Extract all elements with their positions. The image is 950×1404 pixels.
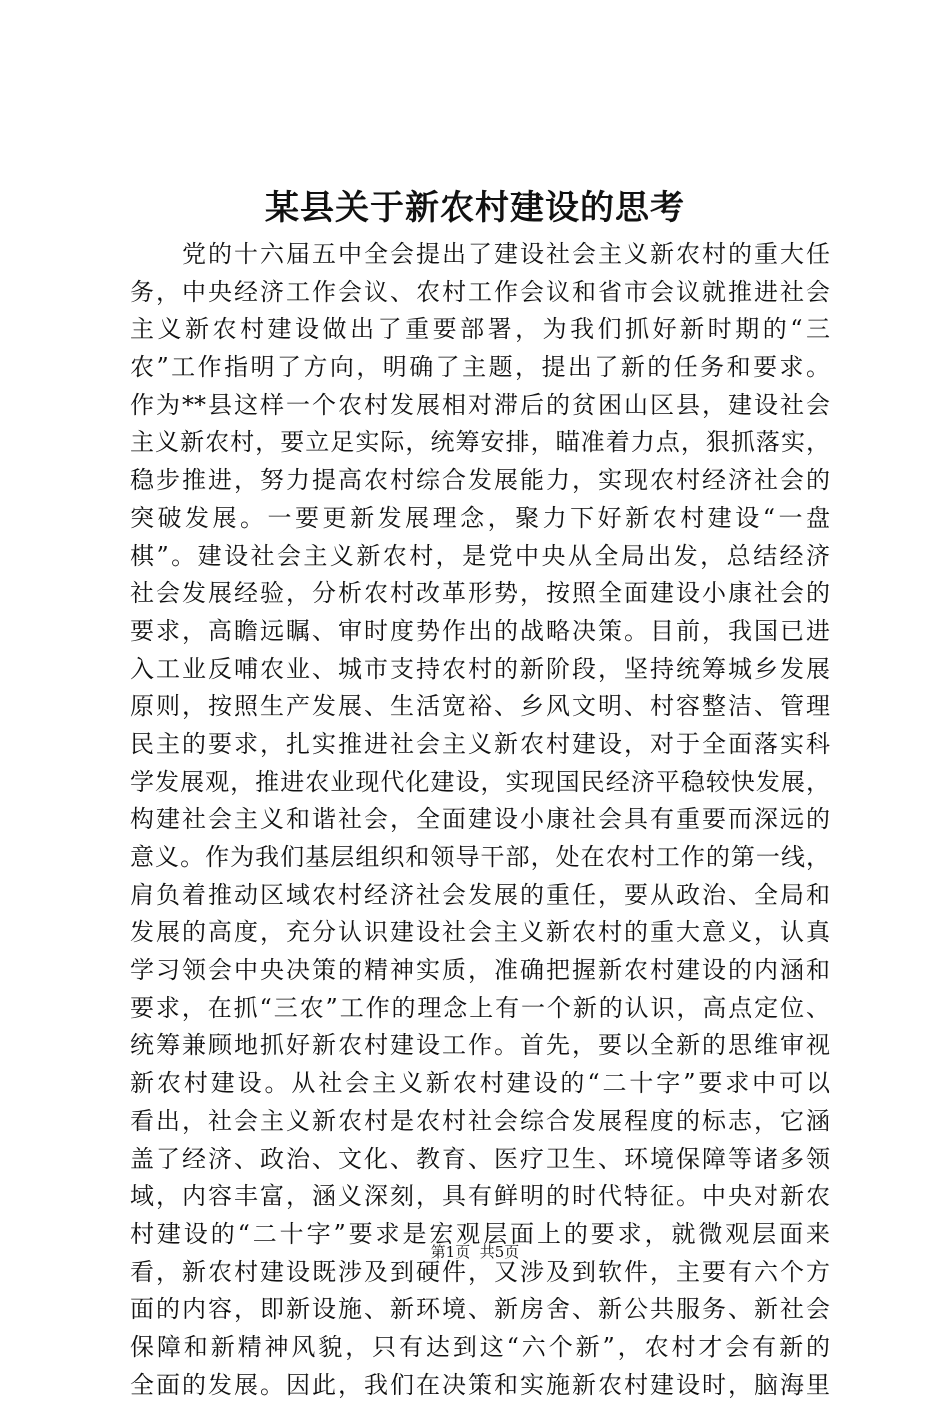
document-body bbox=[130, 236, 830, 1404]
body-text-line: 发展的高度，充分认识建设社会主义新农村的重大意义，认真 bbox=[130, 918, 830, 947]
body-text-line: 看出，社会主义新农村是农村社会综合发展程度的标志，它涵 bbox=[130, 1106, 830, 1135]
body-text-line: 保障和新精神风貌，只有达到这“六个新”，农村才会有新的 bbox=[130, 1332, 830, 1361]
body-text-line: 务，中央经济工作会议、农村工作会议和省市会议就推进社会 bbox=[130, 277, 830, 306]
body-text-line: 主义新农村，要立足实际，统筹安排，瞄准着力点，狠抓落实， bbox=[130, 428, 830, 457]
body-text-line: 意义。作为我们基层组织和领导干部，处在农村工作的第一线， bbox=[130, 843, 830, 871]
body-text-line: 入工业反哺农业、城市支持农村的新阶段，坚持统筹城乡发展 bbox=[130, 654, 830, 683]
body-text-line: 村建设的“二十字”要求是宏观层面上的要求，就微观层面来 bbox=[130, 1219, 830, 1248]
body-text-line: 新农村建设。从社会主义新农村建设的“二十字”要求中可以 bbox=[130, 1069, 830, 1098]
body-text-line: 党的十六届五中全会提出了建设社会主义新农村的重大任 bbox=[130, 240, 830, 268]
body-text-line: 要求，高瞻远瞩、审时度势作出的战略决策。目前，我国已进 bbox=[130, 616, 830, 645]
body-text-line: 原则，按照生产发展、生活宽裕、乡风文明、村容整洁、管理 bbox=[130, 692, 830, 721]
body-text-line: 棋”。建设社会主义新农村，是党中央从全局出发，总结经济 bbox=[130, 541, 830, 570]
body-text-line: 稳步推进，努力提高农村综合发展能力，实现农村经济社会的 bbox=[130, 466, 830, 495]
body-text-line: 盖了经济、政治、文化、教育、医疗卫生、环境保障等诸多领 bbox=[130, 1144, 830, 1173]
body-text-line: 学习领会中央决策的精神实质，准确把握新农村建设的内涵和 bbox=[130, 956, 830, 985]
body-text-line: 突破发展。一要更新发展理念，聚力下好新农村建设“一盘 bbox=[130, 503, 830, 532]
body-text-line: 构建社会主义和谐社会，全面建设小康社会具有重要而深远的 bbox=[130, 805, 830, 834]
body-text-line: 要求，在抓“三农”工作的理念上有一个新的认识，高点定位、 bbox=[130, 993, 830, 1022]
body-text-line: 面的内容，即新设施、新环境、新房舍、新公共服务、新社会 bbox=[130, 1295, 830, 1324]
page-number: 第1页 bbox=[430, 1243, 471, 1261]
document-title: 某县关于新农村建设的思考 bbox=[265, 188, 685, 228]
body-text-line: 作为**县这样一个农村发展相对滞后的贫困山区县，建设社会 bbox=[130, 390, 830, 419]
body-text-line: 看，新农村建设既涉及到硬件，又涉及到软件，主要有六个方 bbox=[130, 1257, 830, 1286]
body-text-line: 全面的发展。因此，我们在决策和实施新农村建设时，脑海里 bbox=[130, 1370, 830, 1399]
body-text-line: 民主的要求，扎实推进社会主义新农村建设，对于全面落实科 bbox=[130, 729, 830, 758]
body-text-line: 学发展观，推进农业现代化建设，实现国民经济平稳较快发展， bbox=[130, 767, 830, 796]
page-footer bbox=[0, 1241, 950, 1263]
body-text-line: 社会发展经验，分析农村改革形势，按照全面建设小康社会的 bbox=[130, 579, 830, 608]
body-text-line: 肩负着推动区域农村经济社会发展的重任，要从政治、全局和 bbox=[130, 880, 830, 909]
footer-separator bbox=[470, 1243, 480, 1261]
body-text-line: 主义新农村建设做出了重要部署，为我们抓好新时期的“三 bbox=[130, 315, 830, 344]
page-total: 共5页 bbox=[479, 1243, 520, 1261]
body-text-line: 统筹兼顾地抓好新农村建设工作。首先，要以全新的思维审视 bbox=[130, 1031, 830, 1060]
body-text-line: 农”工作指明了方向，明确了主题，提出了新的任务和要求。 bbox=[130, 353, 830, 382]
body-text-line: 域，内容丰富，涵义深刻，具有鲜明的时代特征。中央对新农 bbox=[130, 1182, 830, 1211]
